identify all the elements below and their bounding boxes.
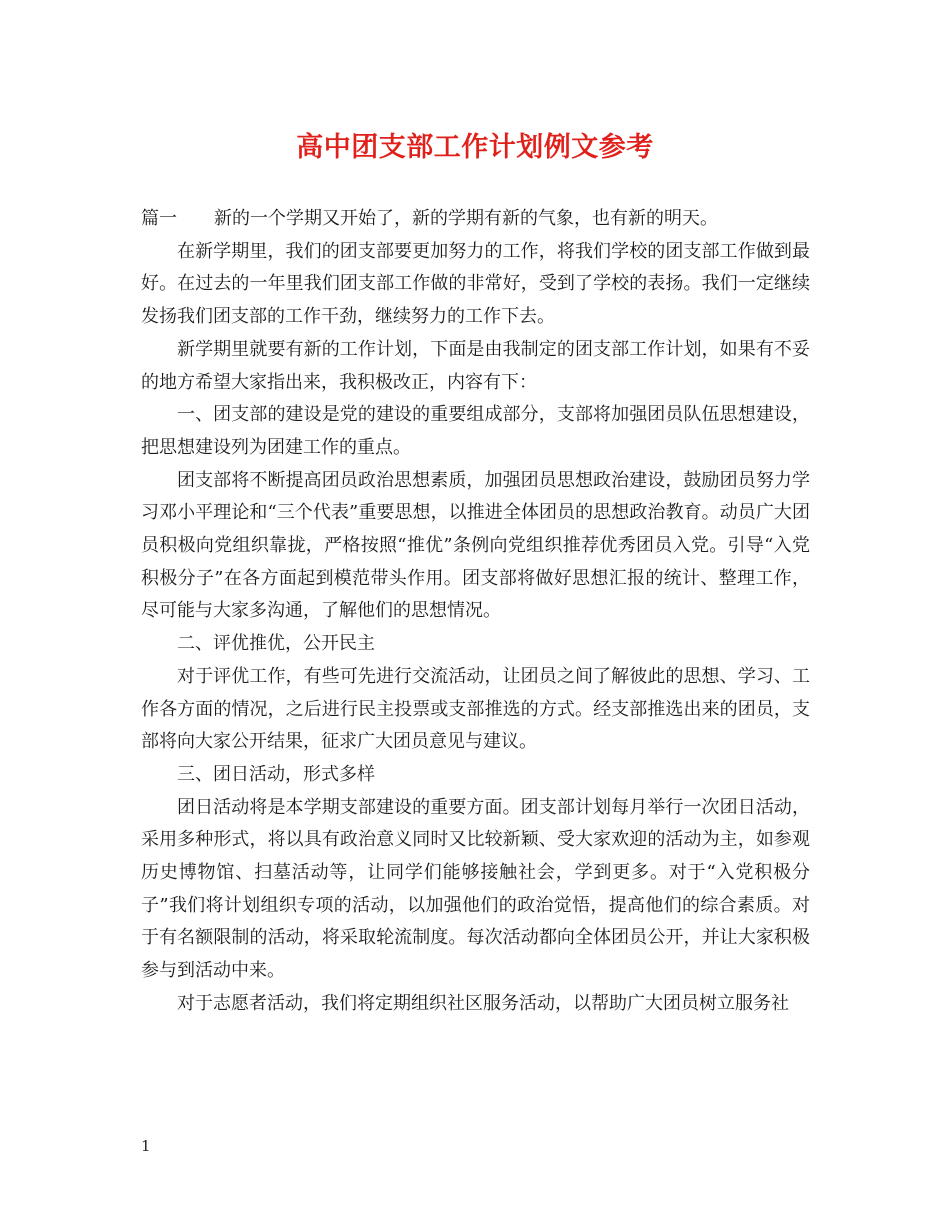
section-heading-2: 二、评优推优，公开民主	[177, 633, 375, 655]
section-label: 篇一	[141, 208, 177, 229]
paragraph-9: 对于志愿者活动，我们将定期组织社区服务活动，以帮助广大团员树立服务社	[177, 992, 789, 1014]
section-heading-3: 三、团日活动，形式多样	[177, 763, 375, 785]
paragraph-1: 在新学期里，我们的团支部要更加努力的工作，将我们学校的团支部工作做到最好。在过去的一年里我们团支部工作做的非常好，受到了学校的表扬。我们一定继续发扬我们团支部的工作干劲，继续努力的工作下去。	[141, 240, 810, 328]
paragraph-2: 新学期里就要有新的工作计划，下面是由我制定的团支部工作计划，如果有不妥的地方希望大家指出来，我积极改正，内容有下：	[141, 338, 810, 393]
page-number: 1	[141, 1137, 151, 1155]
paragraph-3: 一、团支部的建设是党的建设的重要组成部分，支部将加强团员队伍思想建设，把思想建设列为团建工作的重点。	[141, 404, 810, 458]
paragraph-8: 团日活动将是本学期支部建设的重要方面。团支部计划每月举行一次团日活动，采用多种形式，将以具有政治意义同时又比较新颖、受大家欢迎的活动为主，如参观历史博物馆、扫墓活动等，让同学们能够接触社会，学到更多。对于“入党积极分子”我们将计划组织专项的活动，以加强他们的政治觉悟，提高他们的综合素质。对于有名额限制的活动，将采取轮流制度。每次活动都向全体团员公开，并让大家积极参与到活动中来。	[141, 796, 810, 982]
paragraph-6: 对于评优工作，有些可先进行交流活动，让团员之间了解彼此的思想、学习、工作各方面的情况，之后进行民主投票或支部推选的方式。经支部推选出来的团员，支部将向大家公开结果，征求广大团员意见与建议。	[141, 665, 810, 753]
document-body	[141, 203, 810, 1021]
document-title: 高中团支部工作计划例文参考	[296, 132, 654, 163]
paragraph-4: 团支部将不断提高团员政治思想素质，加强团员思想政治建设，鼓励团员努力学习邓小平理论和“三个代表”重要思想，以推进全体团员的思想政治教育。动员广大团员积极向党组织靠拢，严格按照“推优”条例向党组织推荐优秀团员入党。引导“入党积极分子”在各方面起到模范带头作用。团支部将做好思想汇报的统计、整理工作，尽可能与大家多沟通，了解他们的思想情况。	[141, 469, 810, 622]
lead-paragraph	[141, 203, 810, 236]
lead-text: 新的一个学期又开始了，新的学期有新的气象，也有新的明天。	[214, 208, 718, 229]
